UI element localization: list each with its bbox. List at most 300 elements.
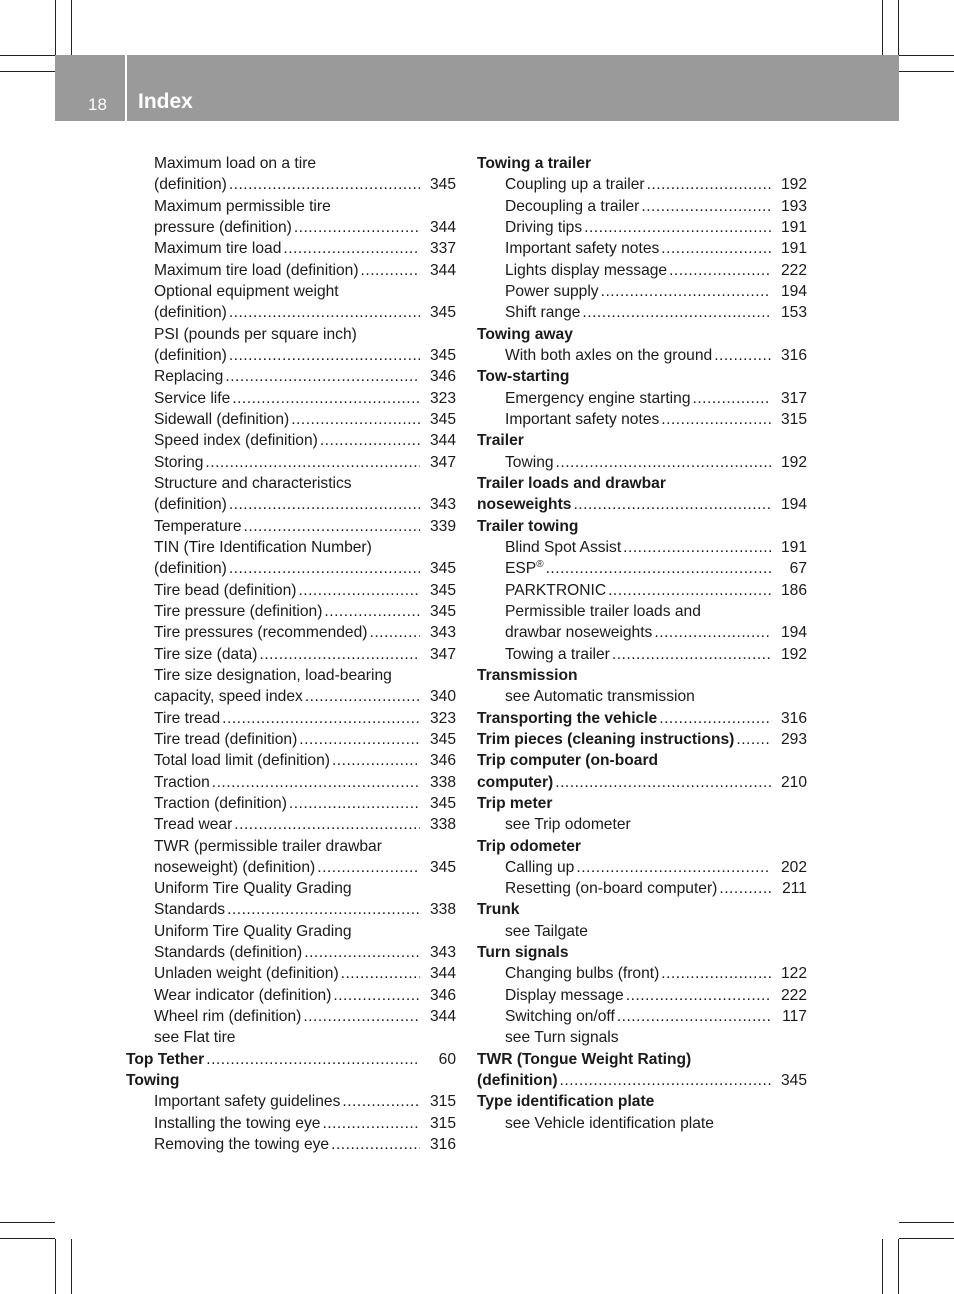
index-entry-text: Uniform Tire Quality Grading (154, 880, 352, 898)
index-entry (126, 302, 456, 323)
dot-leader (661, 409, 771, 430)
index-entry (126, 644, 456, 665)
index-entry-text: TIN (Tire Identification Number) (154, 538, 372, 556)
index-entry (126, 665, 456, 686)
index-entry (477, 302, 807, 323)
dot-leader (289, 793, 420, 814)
index-entry-page: 346 (429, 752, 456, 770)
crop-mark (899, 1238, 954, 1239)
index-entry-text: Towing (505, 452, 556, 473)
index-entry-text: computer) (477, 772, 555, 793)
index-entry (126, 942, 456, 963)
index-entry-page: 344 (429, 965, 456, 983)
index-entry-page: 345 (429, 730, 456, 748)
index-entry (477, 537, 807, 558)
index-entry (126, 686, 456, 707)
index-entry-page: 343 (429, 624, 456, 642)
index-entry (126, 622, 456, 643)
index-entry-text: TWR (permissible trailer drawbar (154, 837, 382, 855)
index-entry-text: Traction (definition) (154, 793, 289, 814)
index-entry-page: 340 (429, 688, 456, 706)
index-entry-text: Tire tread (154, 708, 222, 729)
index-entry (126, 452, 456, 473)
index-entry-text: Trailer loads and drawbar (477, 474, 666, 492)
index-entry-page: 117 (782, 1008, 807, 1026)
index-entry (477, 942, 807, 963)
index-entry (477, 1113, 807, 1134)
dot-leader (617, 1006, 771, 1027)
index-entry-page: 191 (780, 218, 807, 236)
dot-leader (291, 409, 420, 430)
index-entry-page: 345 (429, 176, 456, 194)
header-separator (125, 55, 127, 121)
index-entry (477, 366, 807, 387)
index-entry (126, 345, 456, 366)
index-column-left (126, 153, 456, 1155)
index-entry (126, 921, 456, 942)
index-entry-text: Shift range (505, 302, 582, 323)
index-entry-text: Standards (154, 899, 227, 920)
index-entry (477, 473, 807, 494)
index-entry-text: Resetting (on-board computer) (505, 878, 719, 899)
index-entry (477, 814, 807, 835)
index-entry (477, 174, 807, 195)
index-entry-page: 192 (780, 645, 807, 663)
index-entry (477, 750, 807, 771)
index-entry-text: Power supply (505, 281, 601, 302)
index-entry (126, 473, 456, 494)
index-entry-page: 347 (429, 645, 456, 663)
index-entry-page: 345 (429, 346, 456, 364)
index-entry (126, 153, 456, 174)
dot-leader (222, 708, 420, 729)
crop-mark (71, 0, 72, 55)
index-entry-page: 323 (429, 709, 456, 727)
index-entry-page: 316 (429, 1136, 456, 1154)
dot-leader (206, 1049, 420, 1070)
index-entry (477, 772, 807, 793)
index-entry-text: Trailer towing (477, 517, 579, 535)
index-entry-text: Trailer (477, 432, 524, 450)
dot-leader (232, 388, 420, 409)
dot-leader (332, 750, 420, 771)
index-entry (126, 260, 456, 281)
index-entry-text: Trim pieces (cleaning instructions) (477, 729, 736, 750)
index-entry-page: 192 (780, 453, 807, 471)
index-entry-text: PSI (pounds per square inch) (154, 325, 357, 343)
index-entry-text: Lights display message (505, 260, 669, 281)
index-entry-page: 315 (780, 410, 807, 428)
index-entry-page: 337 (429, 240, 456, 258)
index-entry-page: 339 (429, 517, 456, 535)
index-entry (126, 494, 456, 515)
index-entry-text: (definition) (154, 345, 229, 366)
index-entry (477, 836, 807, 857)
header-bar (55, 55, 899, 121)
dot-leader (669, 260, 771, 281)
index-entry-page: 344 (429, 1008, 456, 1026)
index-entry-text: Trunk (477, 901, 520, 919)
index-entry-page: 338 (429, 773, 456, 791)
index-entry (126, 750, 456, 771)
index-entry (126, 366, 456, 387)
index-entry-text: Coupling up a trailer (505, 174, 647, 195)
index-entry (126, 1027, 456, 1048)
index-entry-page: 202 (780, 858, 807, 876)
index-entry-text: Towing away (477, 325, 573, 343)
index-entry-page: 191 (780, 240, 807, 258)
index-entry (477, 665, 807, 686)
index-entry-text: Standards (definition) (154, 942, 304, 963)
dot-leader (229, 174, 420, 195)
dot-leader (304, 942, 420, 963)
dot-leader (623, 537, 771, 558)
index-entry (477, 580, 807, 601)
dot-leader (229, 558, 420, 579)
index-entry (477, 601, 807, 622)
crop-mark (55, 0, 56, 55)
index-entry-text: Trip meter (477, 794, 553, 812)
index-entry (477, 153, 807, 174)
dot-leader (576, 857, 771, 878)
index-entry-page: 345 (429, 410, 456, 428)
index-entry-text: Permissible trailer loads and (505, 602, 701, 620)
page-number: 18 (88, 95, 107, 114)
index-entry (126, 516, 456, 537)
dot-leader (560, 1070, 771, 1091)
index-entry (126, 1006, 456, 1027)
index-entry-text: noseweights (477, 494, 573, 515)
dot-leader (719, 878, 771, 899)
index-entry-text: Display message (505, 985, 626, 1006)
index-entry-text: With both axles on the ground (505, 345, 714, 366)
index-entry-text: Towing (126, 1072, 180, 1090)
index-entry-text: Emergency engine starting (505, 388, 693, 409)
dot-leader (305, 686, 420, 707)
index-entry-text: see Trip odometer (505, 816, 631, 834)
index-entry-text: Wheel rim (definition) (154, 1006, 303, 1027)
dot-leader (244, 516, 420, 537)
index-entry (477, 345, 807, 366)
index-entry (477, 644, 807, 665)
index-entry (477, 686, 807, 707)
index-entry-text: Maximum permissible tire (154, 197, 331, 215)
index-entry (126, 238, 456, 259)
crop-mark (55, 1239, 56, 1294)
index-entry-text: Maximum load on a tire (154, 155, 317, 172)
index-entry-text: Calling up (505, 857, 576, 878)
index-entry-text: Structure and characteristics (154, 474, 352, 492)
index-entry (126, 388, 456, 409)
dot-leader (546, 558, 771, 579)
index-entry (126, 899, 456, 920)
crop-mark (71, 1239, 72, 1294)
index-entry (126, 217, 456, 238)
index-entry-page: 293 (780, 730, 807, 748)
index-entry-page: 315 (429, 1114, 456, 1132)
index-entry-text: noseweight) (definition) (154, 857, 317, 878)
index-entry-page: 347 (429, 453, 456, 471)
index-entry-text: Storing (154, 452, 205, 473)
index-entry-text: Trip odometer (477, 837, 581, 855)
index-entry-text: (definition) (477, 1070, 560, 1091)
index-entry-text: Important safety guidelines (154, 1091, 342, 1112)
index-entry-page: 210 (780, 773, 807, 791)
index-entry-text: (definition) (154, 558, 229, 579)
index-entry (126, 174, 456, 195)
index-entry (126, 1134, 456, 1155)
crop-mark (899, 71, 954, 72)
index-entry-page: 338 (429, 901, 456, 919)
index-entry-page: 186 (780, 581, 807, 599)
index-entry (126, 729, 456, 750)
index-entry (477, 1027, 807, 1048)
index-entry (477, 238, 807, 259)
index-entry-text: Unladen weight (definition) (154, 963, 341, 984)
dot-leader (736, 729, 771, 750)
index-entry (126, 558, 456, 579)
dot-leader (342, 1091, 420, 1112)
index-entry-text: Speed index (definition) (154, 430, 320, 451)
index-entry (477, 409, 807, 430)
index-entry-page: 345 (429, 858, 456, 876)
dot-leader (659, 708, 771, 729)
index-entry-text: (definition) (154, 494, 229, 515)
page-title: Index (138, 90, 193, 113)
index-entry-page: 344 (429, 218, 456, 236)
dot-leader (229, 302, 420, 323)
dot-leader (212, 772, 420, 793)
crop-mark (898, 0, 899, 55)
crop-mark (0, 55, 55, 56)
dot-leader (227, 899, 420, 920)
index-entry (126, 601, 456, 622)
crop-mark (0, 71, 55, 72)
crop-mark (898, 1239, 899, 1294)
index-entry (126, 793, 456, 814)
dot-leader (298, 580, 420, 601)
index-entry (126, 537, 456, 558)
index-entry-text: Top Tether (126, 1049, 206, 1070)
index-entry-text: see Vehicle identification plate (505, 1114, 714, 1132)
index-entry-text: Towing a trailer (505, 644, 612, 665)
index-entry (126, 857, 456, 878)
index-entry (477, 217, 807, 238)
index-entry (126, 409, 456, 430)
index-entry (126, 281, 456, 302)
index-entry-page: 343 (429, 496, 456, 514)
index-entry-text: Uniform Tire Quality Grading (154, 922, 352, 940)
index-entry-page: 194 (780, 282, 807, 300)
dot-leader (322, 1113, 420, 1134)
index-entry (477, 708, 807, 729)
index-entry (126, 1070, 456, 1091)
dot-leader (654, 622, 771, 643)
index-entry-text: Changing bulbs (front) (505, 963, 661, 984)
index-column-right (477, 153, 807, 1134)
index-entry-page: 345 (429, 794, 456, 812)
index-entry (477, 899, 807, 920)
index-entry (477, 452, 807, 473)
index-entry-text: Wear indicator (definition) (154, 985, 333, 1006)
index-entry-text: Towing a trailer (477, 155, 592, 172)
dot-leader (324, 601, 420, 622)
dot-leader (693, 388, 772, 409)
index-entry-page: 345 (429, 581, 456, 599)
index-entry-text: Important safety notes (505, 409, 661, 430)
index-entry-page: 343 (429, 944, 456, 962)
index-entry (126, 985, 456, 1006)
index-entry-text: Temperature (154, 516, 244, 537)
dot-leader (303, 1006, 420, 1027)
dot-leader (582, 302, 771, 323)
dot-leader (299, 729, 420, 750)
index-entry-text: (definition) (154, 174, 229, 195)
crop-mark (882, 1239, 883, 1294)
dot-leader (573, 494, 771, 515)
index-entry-text: Type identification plate (477, 1093, 655, 1111)
index-entry (477, 260, 807, 281)
index-entry (477, 516, 807, 537)
dot-leader (229, 494, 420, 515)
index-entry-text: see Turn signals (505, 1029, 619, 1047)
index-entry (477, 878, 807, 899)
index-entry (126, 814, 456, 835)
index-entry (477, 963, 807, 984)
index-entry-text: Switching on/off (505, 1006, 617, 1027)
dot-leader (229, 345, 420, 366)
crop-mark (899, 1222, 954, 1223)
index-entry-text: Total load limit (definition) (154, 750, 332, 771)
index-entry-text: Blind Spot Assist (505, 537, 623, 558)
index-entry-text: Tread wear (154, 814, 234, 835)
index-entry-page: 344 (429, 432, 456, 450)
index-entry-text: see Automatic transmission (505, 688, 695, 706)
dot-leader (647, 174, 771, 195)
index-entry-page: 194 (780, 496, 807, 514)
index-entry-text: Traction (154, 772, 212, 793)
index-entry-page: 153 (780, 304, 807, 322)
index-entry-page: 122 (780, 965, 807, 983)
index-entry-text: TWR (Tongue Weight Rating) (477, 1050, 692, 1068)
index-entry (126, 580, 456, 601)
index-entry-text: Tow-starting (477, 368, 570, 386)
index-entry-text: (definition) (154, 302, 229, 323)
dot-leader (333, 985, 420, 1006)
crop-mark (899, 55, 954, 56)
index-entry-text: Replacing (154, 366, 225, 387)
index-entry-page: 346 (429, 368, 456, 386)
index-entry-text: Removing the towing eye (154, 1134, 331, 1155)
dot-leader (361, 260, 420, 281)
index-entry-text: Tire pressures (recommended) (154, 622, 369, 643)
index-entry (477, 388, 807, 409)
index-entry-text: Trip computer (on-board (477, 752, 659, 770)
index-entry (126, 836, 456, 857)
index-entry-page: 317 (780, 389, 807, 407)
index-entry (477, 1006, 807, 1027)
dot-leader (341, 963, 420, 984)
index-entry-text: capacity, speed index (154, 686, 305, 707)
index-entry (126, 1113, 456, 1134)
index-entry (477, 196, 807, 217)
index-entry-text: Optional equipment weight (154, 282, 339, 300)
index-entry (477, 793, 807, 814)
dot-leader (641, 196, 771, 217)
dot-leader (555, 772, 771, 793)
index-entry-page: 192 (780, 176, 807, 194)
index-entry-text: drawbar noseweights (505, 622, 654, 643)
index-entry-page: 345 (429, 560, 456, 578)
index-entry-page: 222 (780, 986, 807, 1004)
index-entry (477, 985, 807, 1006)
index-entry-page: 211 (782, 880, 807, 898)
dot-leader (369, 622, 420, 643)
index-entry (477, 558, 807, 579)
dot-leader (331, 1134, 420, 1155)
index-entry (126, 1091, 456, 1112)
index-entry-page: 316 (780, 346, 807, 364)
index-entry-text: PARKTRONIC (505, 580, 608, 601)
index-entry-text: Decoupling a trailer (505, 196, 641, 217)
index-entry (477, 921, 807, 942)
dot-leader (234, 814, 420, 835)
index-entry (126, 772, 456, 793)
dot-leader (283, 238, 420, 259)
index-entry-text: ESP® (505, 558, 546, 579)
dot-leader (584, 217, 771, 238)
dot-leader (317, 857, 420, 878)
dot-leader (626, 985, 771, 1006)
index-entry-page: 193 (780, 197, 807, 215)
dot-leader (294, 217, 420, 238)
index-entry (477, 1049, 807, 1070)
index-entry (477, 857, 807, 878)
index-entry-text: Maximum tire load (154, 238, 283, 259)
index-entry-page: 191 (780, 538, 807, 556)
index-entry-page: 323 (429, 389, 456, 407)
index-entry-page: 344 (429, 261, 456, 279)
index-entry (477, 1091, 807, 1112)
index-entry (126, 1049, 456, 1070)
index-entry-text: see Flat tire (154, 1029, 236, 1047)
index-entry-page: 338 (429, 816, 456, 834)
index-entry-page: 345 (429, 602, 456, 620)
index-entry-text: Turn signals (477, 944, 569, 962)
crop-mark (882, 0, 883, 55)
index-entry-text: Service life (154, 388, 232, 409)
index-entry-text: Installing the towing eye (154, 1113, 322, 1134)
index-entry-text: Tire size designation, load-bearing (154, 666, 392, 684)
index-entry-text: pressure (definition) (154, 217, 294, 238)
index-entry (477, 729, 807, 750)
dot-leader (661, 963, 771, 984)
index-entry (126, 963, 456, 984)
index-entry-page: 316 (780, 709, 807, 727)
dot-leader (601, 281, 771, 302)
dot-leader (612, 644, 771, 665)
dot-leader (608, 580, 771, 601)
dot-leader (259, 644, 420, 665)
index-entry-page: 315 (429, 1093, 456, 1111)
index-entry (477, 494, 807, 515)
dot-leader (661, 238, 771, 259)
index-entry (126, 708, 456, 729)
index-entry-text: Important safety notes (505, 238, 661, 259)
index-entry-text: Tire pressure (definition) (154, 601, 324, 622)
index-entry (477, 622, 807, 643)
index-entry-page: 67 (789, 560, 807, 578)
